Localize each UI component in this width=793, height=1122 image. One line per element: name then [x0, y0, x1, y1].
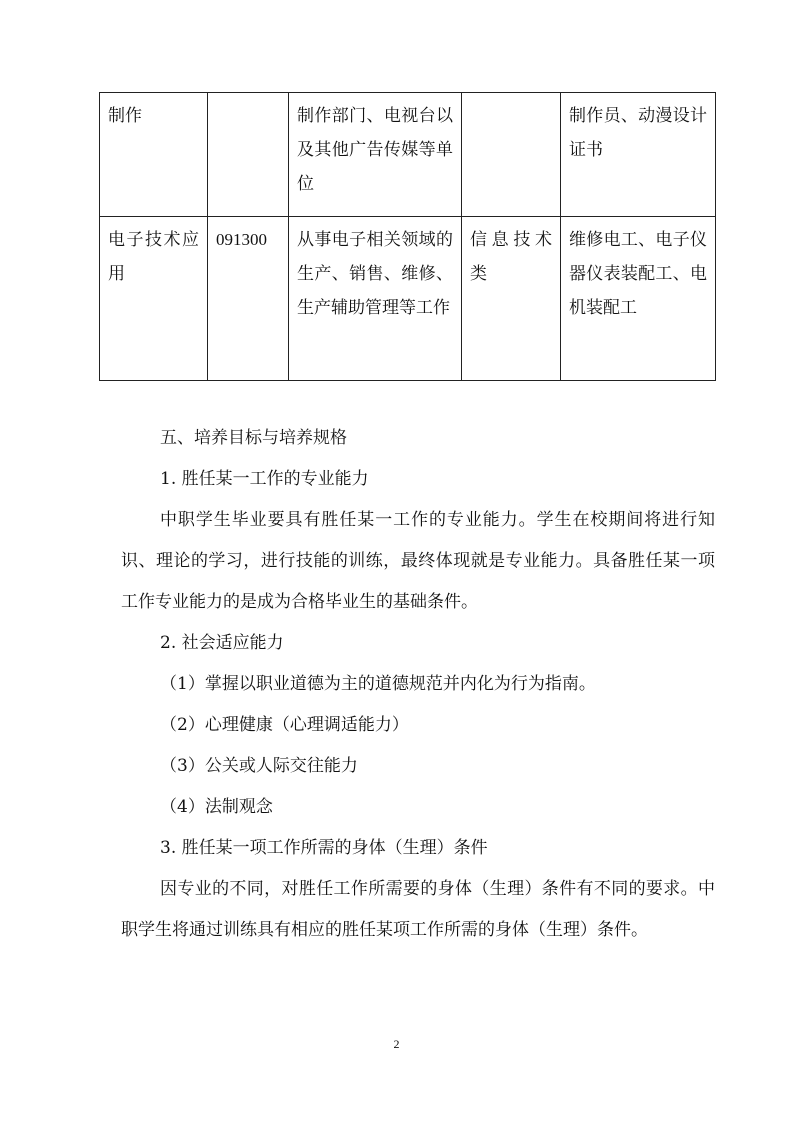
- subsection-title-2: 2. 社会适应能力: [160, 633, 284, 653]
- subsection-title-3: 3. 胜任某一项工作所需的身体（生理）条件: [160, 838, 488, 858]
- table-row: [100, 93, 716, 217]
- table-cell-certificate: 维修电工、电子仪器仪表装配工、电机装配工: [561, 217, 716, 381]
- table-cell-field: 从事电子相关领域的生产、销售、维修、生产辅助管理等工作: [289, 217, 462, 381]
- body-text: [121, 418, 715, 951]
- subsection-title-1: 1. 胜任某一工作的专业能力: [160, 469, 369, 489]
- list-item: （1）掌握以职业道德为主的道德规范并内化为行为指南。: [160, 674, 596, 694]
- list-item: （3）公关或人际交往能力: [160, 756, 358, 776]
- table-cell-code: 091300: [208, 217, 289, 381]
- table-cell-major: 电子技术应用: [100, 217, 208, 381]
- page-number: 2: [393, 1037, 400, 1051]
- list-item: （2）心理健康（心理调适能力）: [160, 715, 409, 735]
- paragraph-professional-ability: 中职学生毕业要具有胜任某一工作的专业能力。学生在校期间将进行知识、理论的学习，进行技能的训练，最终体现就是专业能力。具备胜任某一项工作专业能力的是成为合格毕业生的基础条件。: [121, 510, 715, 612]
- table-cell-category: [462, 93, 561, 217]
- list-item: （4）法制观念: [160, 797, 273, 817]
- paragraph-physical-condition: 因专业的不同，对胜任工作所需要的身体（生理）条件有不同的要求。中职学生将通过训练具有相应的胜任某项工作所需的身体（生理）条件。: [121, 879, 715, 940]
- employment-table: [99, 92, 716, 381]
- table-row: [100, 217, 716, 381]
- table-cell-certificate: 制作员、动漫设计证书: [561, 93, 716, 217]
- table-cell-code: [208, 93, 289, 217]
- section-heading: 五、培养目标与培养规格: [160, 428, 347, 448]
- table-cell-major: 制作: [100, 93, 208, 217]
- table-cell-field: 制作部门、电视台以及其他广告传媒等单位: [289, 93, 462, 217]
- table-cell-category: 信息技术类: [462, 217, 561, 381]
